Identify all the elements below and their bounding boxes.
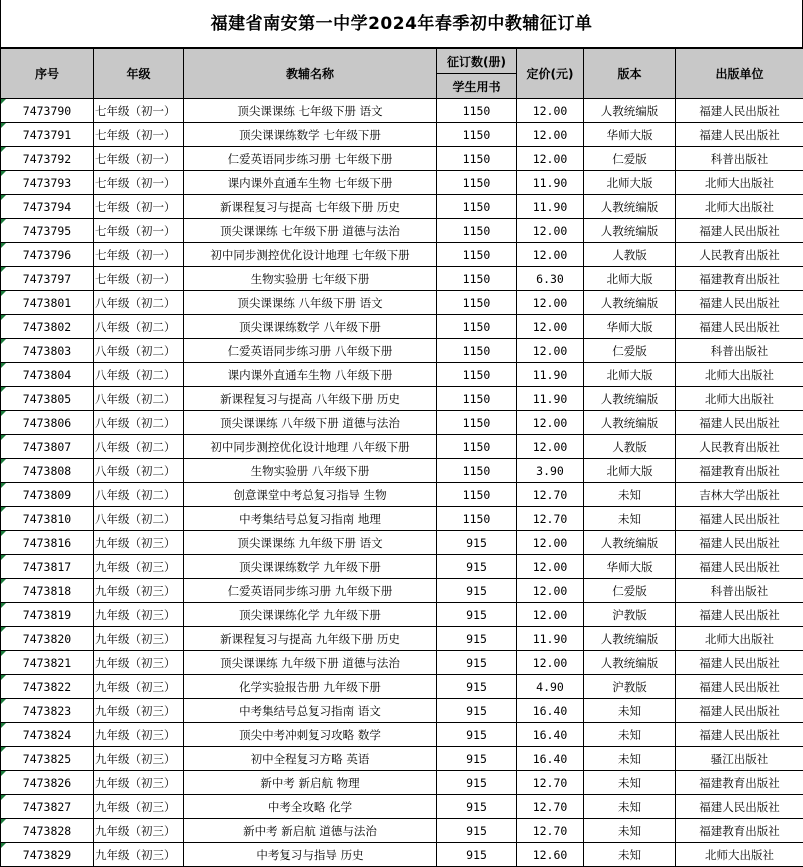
cell-seq: 7473824 bbox=[1, 723, 94, 747]
cell-seq: 7473794 bbox=[1, 195, 94, 219]
cell-grade: 八年级（初二） bbox=[94, 387, 184, 411]
cell-qty: 1150 bbox=[437, 195, 517, 219]
cell-name: 中考集结号总复习指南 语文 bbox=[184, 699, 437, 723]
cell-seq: 7473802 bbox=[1, 315, 94, 339]
cell-seq: 7473806 bbox=[1, 411, 94, 435]
cell-publisher: 福建人民出版社 bbox=[676, 291, 803, 315]
cell-grade: 七年级（初一） bbox=[94, 123, 184, 147]
cell-qty: 915 bbox=[437, 603, 517, 627]
cell-grade: 八年级（初二） bbox=[94, 339, 184, 363]
cell-seq: 7473821 bbox=[1, 651, 94, 675]
cell-qty: 915 bbox=[437, 723, 517, 747]
header-price: 定价(元) bbox=[517, 49, 584, 99]
cell-name: 顶尖课课练 九年级下册 道德与法治 bbox=[184, 651, 437, 675]
cell-qty: 1150 bbox=[437, 243, 517, 267]
cell-price: 12.00 bbox=[517, 99, 584, 123]
table-row bbox=[1, 435, 803, 459]
cell-price: 6.30 bbox=[517, 267, 584, 291]
cell-publisher: 福建人民出版社 bbox=[676, 411, 803, 435]
cell-price: 11.90 bbox=[517, 387, 584, 411]
cell-edition: 未知 bbox=[584, 795, 676, 819]
cell-qty: 1150 bbox=[437, 171, 517, 195]
cell-edition: 仁爱版 bbox=[584, 147, 676, 171]
cell-edition: 未知 bbox=[584, 843, 676, 867]
cell-qty: 1150 bbox=[437, 315, 517, 339]
cell-publisher: 北师大出版社 bbox=[676, 627, 803, 651]
cell-edition: 未知 bbox=[584, 819, 676, 843]
cell-grade: 八年级（初二） bbox=[94, 411, 184, 435]
table-row bbox=[1, 651, 803, 675]
cell-name: 课内课外直通车生物 七年级下册 bbox=[184, 171, 437, 195]
cell-price: 12.70 bbox=[517, 819, 584, 843]
cell-publisher: 福建人民出版社 bbox=[676, 123, 803, 147]
cell-price: 12.00 bbox=[517, 339, 584, 363]
cell-grade: 八年级（初二） bbox=[94, 291, 184, 315]
table-row bbox=[1, 795, 803, 819]
table-row bbox=[1, 771, 803, 795]
table-row bbox=[1, 531, 803, 555]
table-row bbox=[1, 195, 803, 219]
cell-qty: 1150 bbox=[437, 123, 517, 147]
cell-publisher: 福建人民出版社 bbox=[676, 555, 803, 579]
cell-qty: 915 bbox=[437, 579, 517, 603]
cell-qty: 1150 bbox=[437, 339, 517, 363]
table-row bbox=[1, 99, 803, 123]
table-row bbox=[1, 675, 803, 699]
cell-edition: 沪教版 bbox=[584, 603, 676, 627]
header-name: 教辅名称 bbox=[184, 49, 437, 99]
cell-name: 新中考 新启航 道德与法治 bbox=[184, 819, 437, 843]
cell-price: 12.00 bbox=[517, 147, 584, 171]
cell-qty: 915 bbox=[437, 819, 517, 843]
cell-grade: 七年级（初一） bbox=[94, 219, 184, 243]
cell-qty: 915 bbox=[437, 843, 517, 867]
cell-seq: 7473803 bbox=[1, 339, 94, 363]
cell-grade: 八年级（初二） bbox=[94, 363, 184, 387]
cell-name: 顶尖课课练 七年级下册 语文 bbox=[184, 99, 437, 123]
cell-name: 生物实验册 八年级下册 bbox=[184, 459, 437, 483]
cell-qty: 915 bbox=[437, 771, 517, 795]
cell-qty: 1150 bbox=[437, 363, 517, 387]
cell-seq: 7473810 bbox=[1, 507, 94, 531]
cell-edition: 人教统编版 bbox=[584, 387, 676, 411]
table-header bbox=[1, 49, 803, 99]
cell-edition: 华师大版 bbox=[584, 123, 676, 147]
cell-name: 中考复习与指导 历史 bbox=[184, 843, 437, 867]
cell-price: 12.00 bbox=[517, 411, 584, 435]
cell-price: 12.00 bbox=[517, 579, 584, 603]
cell-grade: 七年级（初一） bbox=[94, 171, 184, 195]
cell-edition: 华师大版 bbox=[584, 555, 676, 579]
cell-grade: 九年级（初三） bbox=[94, 843, 184, 867]
cell-seq: 7473819 bbox=[1, 603, 94, 627]
cell-seq: 7473827 bbox=[1, 795, 94, 819]
cell-name: 创意课堂中考总复习指导 生物 bbox=[184, 483, 437, 507]
cell-grade: 九年级（初三） bbox=[94, 555, 184, 579]
cell-price: 11.90 bbox=[517, 195, 584, 219]
cell-price: 11.90 bbox=[517, 171, 584, 195]
table-row bbox=[1, 723, 803, 747]
cell-qty: 1150 bbox=[437, 387, 517, 411]
table-row bbox=[1, 291, 803, 315]
cell-edition: 仁爱版 bbox=[584, 339, 676, 363]
table-row bbox=[1, 171, 803, 195]
cell-edition: 未知 bbox=[584, 771, 676, 795]
table-row bbox=[1, 483, 803, 507]
cell-price: 12.00 bbox=[517, 291, 584, 315]
cell-name: 新课程复习与提高 八年级下册 历史 bbox=[184, 387, 437, 411]
cell-grade: 七年级（初一） bbox=[94, 99, 184, 123]
cell-qty: 1150 bbox=[437, 459, 517, 483]
cell-price: 12.00 bbox=[517, 219, 584, 243]
cell-publisher: 福建人民出版社 bbox=[676, 795, 803, 819]
cell-qty: 1150 bbox=[437, 291, 517, 315]
cell-price: 12.00 bbox=[517, 531, 584, 555]
cell-price: 4.90 bbox=[517, 675, 584, 699]
cell-grade: 九年级（初三） bbox=[94, 651, 184, 675]
cell-grade: 七年级（初一） bbox=[94, 267, 184, 291]
cell-grade: 九年级（初三） bbox=[94, 675, 184, 699]
cell-edition: 人教统编版 bbox=[584, 195, 676, 219]
cell-seq: 7473828 bbox=[1, 819, 94, 843]
cell-name: 新课程复习与提高 七年级下册 历史 bbox=[184, 195, 437, 219]
cell-seq: 7473817 bbox=[1, 555, 94, 579]
cell-price: 16.40 bbox=[517, 747, 584, 771]
cell-qty: 1150 bbox=[437, 99, 517, 123]
cell-grade: 九年级（初三） bbox=[94, 627, 184, 651]
table-row bbox=[1, 315, 803, 339]
cell-name: 仁爱英语同步练习册 七年级下册 bbox=[184, 147, 437, 171]
cell-seq: 7473822 bbox=[1, 675, 94, 699]
cell-edition: 北师大版 bbox=[584, 267, 676, 291]
cell-seq: 7473809 bbox=[1, 483, 94, 507]
cell-seq: 7473820 bbox=[1, 627, 94, 651]
cell-qty: 1150 bbox=[437, 435, 517, 459]
cell-grade: 八年级（初二） bbox=[94, 483, 184, 507]
cell-seq: 7473793 bbox=[1, 171, 94, 195]
cell-price: 12.00 bbox=[517, 555, 584, 579]
table-row bbox=[1, 579, 803, 603]
cell-qty: 915 bbox=[437, 555, 517, 579]
header-grade: 年级 bbox=[94, 49, 184, 99]
table-row bbox=[1, 339, 803, 363]
cell-price: 11.90 bbox=[517, 363, 584, 387]
cell-name: 顶尖课课练数学 八年级下册 bbox=[184, 315, 437, 339]
table-body bbox=[1, 99, 803, 867]
cell-publisher: 福建教育出版社 bbox=[676, 819, 803, 843]
cell-grade: 九年级（初三） bbox=[94, 531, 184, 555]
cell-edition: 沪教版 bbox=[584, 675, 676, 699]
cell-edition: 仁爱版 bbox=[584, 579, 676, 603]
cell-grade: 九年级（初三） bbox=[94, 771, 184, 795]
cell-seq: 7473790 bbox=[1, 99, 94, 123]
cell-seq: 7473829 bbox=[1, 843, 94, 867]
header-edition: 版本 bbox=[584, 49, 676, 99]
cell-name: 化学实验报告册 九年级下册 bbox=[184, 675, 437, 699]
cell-price: 11.90 bbox=[517, 627, 584, 651]
cell-name: 顶尖课课练数学 七年级下册 bbox=[184, 123, 437, 147]
cell-qty: 1150 bbox=[437, 267, 517, 291]
table-row bbox=[1, 627, 803, 651]
cell-name: 顶尖课课练化学 九年级下册 bbox=[184, 603, 437, 627]
cell-grade: 七年级（初一） bbox=[94, 243, 184, 267]
table-row bbox=[1, 243, 803, 267]
cell-price: 12.60 bbox=[517, 843, 584, 867]
cell-grade: 九年级（初三） bbox=[94, 747, 184, 771]
header-seq: 序号 bbox=[1, 49, 94, 99]
cell-publisher: 福建人民出版社 bbox=[676, 99, 803, 123]
page-title: 福建省南安第一中学2024年春季初中教辅征订单 bbox=[0, 0, 803, 48]
cell-qty: 1150 bbox=[437, 411, 517, 435]
table-row bbox=[1, 411, 803, 435]
cell-grade: 八年级（初二） bbox=[94, 459, 184, 483]
cell-name: 顶尖课课练 九年级下册 语文 bbox=[184, 531, 437, 555]
cell-name: 顶尖中考冲刺复习攻略 数学 bbox=[184, 723, 437, 747]
cell-price: 12.00 bbox=[517, 603, 584, 627]
cell-seq: 7473823 bbox=[1, 699, 94, 723]
cell-edition: 人教统编版 bbox=[584, 531, 676, 555]
cell-price: 12.00 bbox=[517, 435, 584, 459]
cell-seq: 7473807 bbox=[1, 435, 94, 459]
cell-qty: 915 bbox=[437, 699, 517, 723]
cell-grade: 八年级（初二） bbox=[94, 435, 184, 459]
cell-grade: 九年级（初三） bbox=[94, 795, 184, 819]
cell-seq: 7473825 bbox=[1, 747, 94, 771]
cell-grade: 八年级（初二） bbox=[94, 507, 184, 531]
cell-publisher: 北师大出版社 bbox=[676, 363, 803, 387]
cell-grade: 七年级（初一） bbox=[94, 147, 184, 171]
cell-qty: 915 bbox=[437, 627, 517, 651]
cell-qty: 915 bbox=[437, 795, 517, 819]
cell-price: 12.00 bbox=[517, 243, 584, 267]
cell-name: 顶尖课课练数学 九年级下册 bbox=[184, 555, 437, 579]
cell-publisher: 福建人民出版社 bbox=[676, 507, 803, 531]
cell-qty: 1150 bbox=[437, 483, 517, 507]
cell-price: 12.70 bbox=[517, 795, 584, 819]
cell-price: 12.70 bbox=[517, 483, 584, 507]
cell-grade: 八年级（初二） bbox=[94, 315, 184, 339]
cell-seq: 7473818 bbox=[1, 579, 94, 603]
cell-publisher: 北师大出版社 bbox=[676, 195, 803, 219]
cell-grade: 九年级（初三） bbox=[94, 819, 184, 843]
cell-name: 生物实验册 七年级下册 bbox=[184, 267, 437, 291]
table-row bbox=[1, 699, 803, 723]
cell-grade: 七年级（初一） bbox=[94, 195, 184, 219]
cell-edition: 未知 bbox=[584, 747, 676, 771]
cell-qty: 915 bbox=[437, 531, 517, 555]
cell-seq: 7473816 bbox=[1, 531, 94, 555]
cell-seq: 7473797 bbox=[1, 267, 94, 291]
table-row bbox=[1, 387, 803, 411]
table-row bbox=[1, 555, 803, 579]
cell-name: 仁爱英语同步练习册 九年级下册 bbox=[184, 579, 437, 603]
table-row bbox=[1, 507, 803, 531]
cell-price: 12.70 bbox=[517, 507, 584, 531]
header-qty: 征订数(册) bbox=[437, 49, 517, 74]
cell-edition: 北师大版 bbox=[584, 459, 676, 483]
cell-name: 新中考 新启航 物理 bbox=[184, 771, 437, 795]
cell-edition: 北师大版 bbox=[584, 363, 676, 387]
cell-edition: 人教统编版 bbox=[584, 411, 676, 435]
cell-publisher: 骚江出版社 bbox=[676, 747, 803, 771]
cell-edition: 未知 bbox=[584, 483, 676, 507]
cell-qty: 1150 bbox=[437, 219, 517, 243]
cell-price: 3.90 bbox=[517, 459, 584, 483]
table-row bbox=[1, 363, 803, 387]
table-row bbox=[1, 147, 803, 171]
cell-name: 课内课外直通车生物 八年级下册 bbox=[184, 363, 437, 387]
cell-publisher: 科普出版社 bbox=[676, 339, 803, 363]
cell-price: 12.70 bbox=[517, 771, 584, 795]
cell-name: 顶尖课课练 七年级下册 道德与法治 bbox=[184, 219, 437, 243]
cell-name: 初中同步测控优化设计地理 七年级下册 bbox=[184, 243, 437, 267]
cell-publisher: 科普出版社 bbox=[676, 147, 803, 171]
cell-publisher: 福建人民出版社 bbox=[676, 531, 803, 555]
cell-edition: 人教版 bbox=[584, 243, 676, 267]
cell-edition: 未知 bbox=[584, 723, 676, 747]
cell-publisher: 人民教育出版社 bbox=[676, 435, 803, 459]
table-row bbox=[1, 819, 803, 843]
cell-qty: 915 bbox=[437, 747, 517, 771]
cell-name: 顶尖课课练 八年级下册 道德与法治 bbox=[184, 411, 437, 435]
cell-name: 中考集结号总复习指南 地理 bbox=[184, 507, 437, 531]
cell-seq: 7473808 bbox=[1, 459, 94, 483]
cell-publisher: 北师大出版社 bbox=[676, 843, 803, 867]
cell-publisher: 吉林大学出版社 bbox=[676, 483, 803, 507]
cell-name: 初中全程复习方略 英语 bbox=[184, 747, 437, 771]
cell-publisher: 科普出版社 bbox=[676, 579, 803, 603]
cell-grade: 九年级（初三） bbox=[94, 603, 184, 627]
cell-publisher: 福建人民出版社 bbox=[676, 651, 803, 675]
cell-edition: 未知 bbox=[584, 507, 676, 531]
table-row bbox=[1, 603, 803, 627]
cell-edition: 人教统编版 bbox=[584, 99, 676, 123]
cell-seq: 7473801 bbox=[1, 291, 94, 315]
cell-name: 新课程复习与提高 九年级下册 历史 bbox=[184, 627, 437, 651]
cell-publisher: 北师大出版社 bbox=[676, 387, 803, 411]
cell-name: 仁爱英语同步练习册 八年级下册 bbox=[184, 339, 437, 363]
cell-publisher: 福建教育出版社 bbox=[676, 771, 803, 795]
cell-qty: 915 bbox=[437, 675, 517, 699]
cell-grade: 九年级（初三） bbox=[94, 723, 184, 747]
cell-edition: 华师大版 bbox=[584, 315, 676, 339]
cell-edition: 人教版 bbox=[584, 435, 676, 459]
table-row bbox=[1, 459, 803, 483]
cell-publisher: 福建人民出版社 bbox=[676, 603, 803, 627]
table-row bbox=[1, 267, 803, 291]
cell-seq: 7473805 bbox=[1, 387, 94, 411]
cell-seq: 7473795 bbox=[1, 219, 94, 243]
table-row bbox=[1, 123, 803, 147]
cell-price: 16.40 bbox=[517, 699, 584, 723]
cell-publisher: 福建人民出版社 bbox=[676, 219, 803, 243]
table-row bbox=[1, 747, 803, 771]
cell-price: 12.00 bbox=[517, 123, 584, 147]
cell-publisher: 福建人民出版社 bbox=[676, 699, 803, 723]
header-qty-sub: 学生用书 bbox=[437, 74, 517, 99]
cell-name: 初中同步测控优化设计地理 八年级下册 bbox=[184, 435, 437, 459]
cell-edition: 人教统编版 bbox=[584, 219, 676, 243]
cell-name: 中考全攻略 化学 bbox=[184, 795, 437, 819]
cell-qty: 1150 bbox=[437, 507, 517, 531]
cell-publisher: 北师大出版社 bbox=[676, 171, 803, 195]
cell-seq: 7473804 bbox=[1, 363, 94, 387]
header-publisher: 出版单位 bbox=[676, 49, 803, 99]
cell-edition: 人教统编版 bbox=[584, 651, 676, 675]
cell-seq: 7473791 bbox=[1, 123, 94, 147]
cell-price: 16.40 bbox=[517, 723, 584, 747]
cell-publisher: 福建人民出版社 bbox=[676, 675, 803, 699]
cell-price: 12.00 bbox=[517, 651, 584, 675]
cell-publisher: 福建人民出版社 bbox=[676, 315, 803, 339]
cell-publisher: 人民教育出版社 bbox=[676, 243, 803, 267]
cell-qty: 1150 bbox=[437, 147, 517, 171]
cell-seq: 7473826 bbox=[1, 771, 94, 795]
cell-publisher: 福建人民出版社 bbox=[676, 723, 803, 747]
cell-price: 12.00 bbox=[517, 315, 584, 339]
cell-grade: 九年级（初三） bbox=[94, 579, 184, 603]
table-row bbox=[1, 843, 803, 867]
cell-publisher: 福建教育出版社 bbox=[676, 459, 803, 483]
cell-seq: 7473796 bbox=[1, 243, 94, 267]
cell-publisher: 福建教育出版社 bbox=[676, 267, 803, 291]
cell-edition: 人教统编版 bbox=[584, 627, 676, 651]
cell-edition: 未知 bbox=[584, 699, 676, 723]
cell-grade: 九年级（初三） bbox=[94, 699, 184, 723]
cell-edition: 北师大版 bbox=[584, 171, 676, 195]
order-table bbox=[0, 48, 803, 867]
cell-qty: 915 bbox=[437, 651, 517, 675]
cell-edition: 人教统编版 bbox=[584, 291, 676, 315]
table-row bbox=[1, 219, 803, 243]
cell-name: 顶尖课课练 八年级下册 语文 bbox=[184, 291, 437, 315]
cell-seq: 7473792 bbox=[1, 147, 94, 171]
